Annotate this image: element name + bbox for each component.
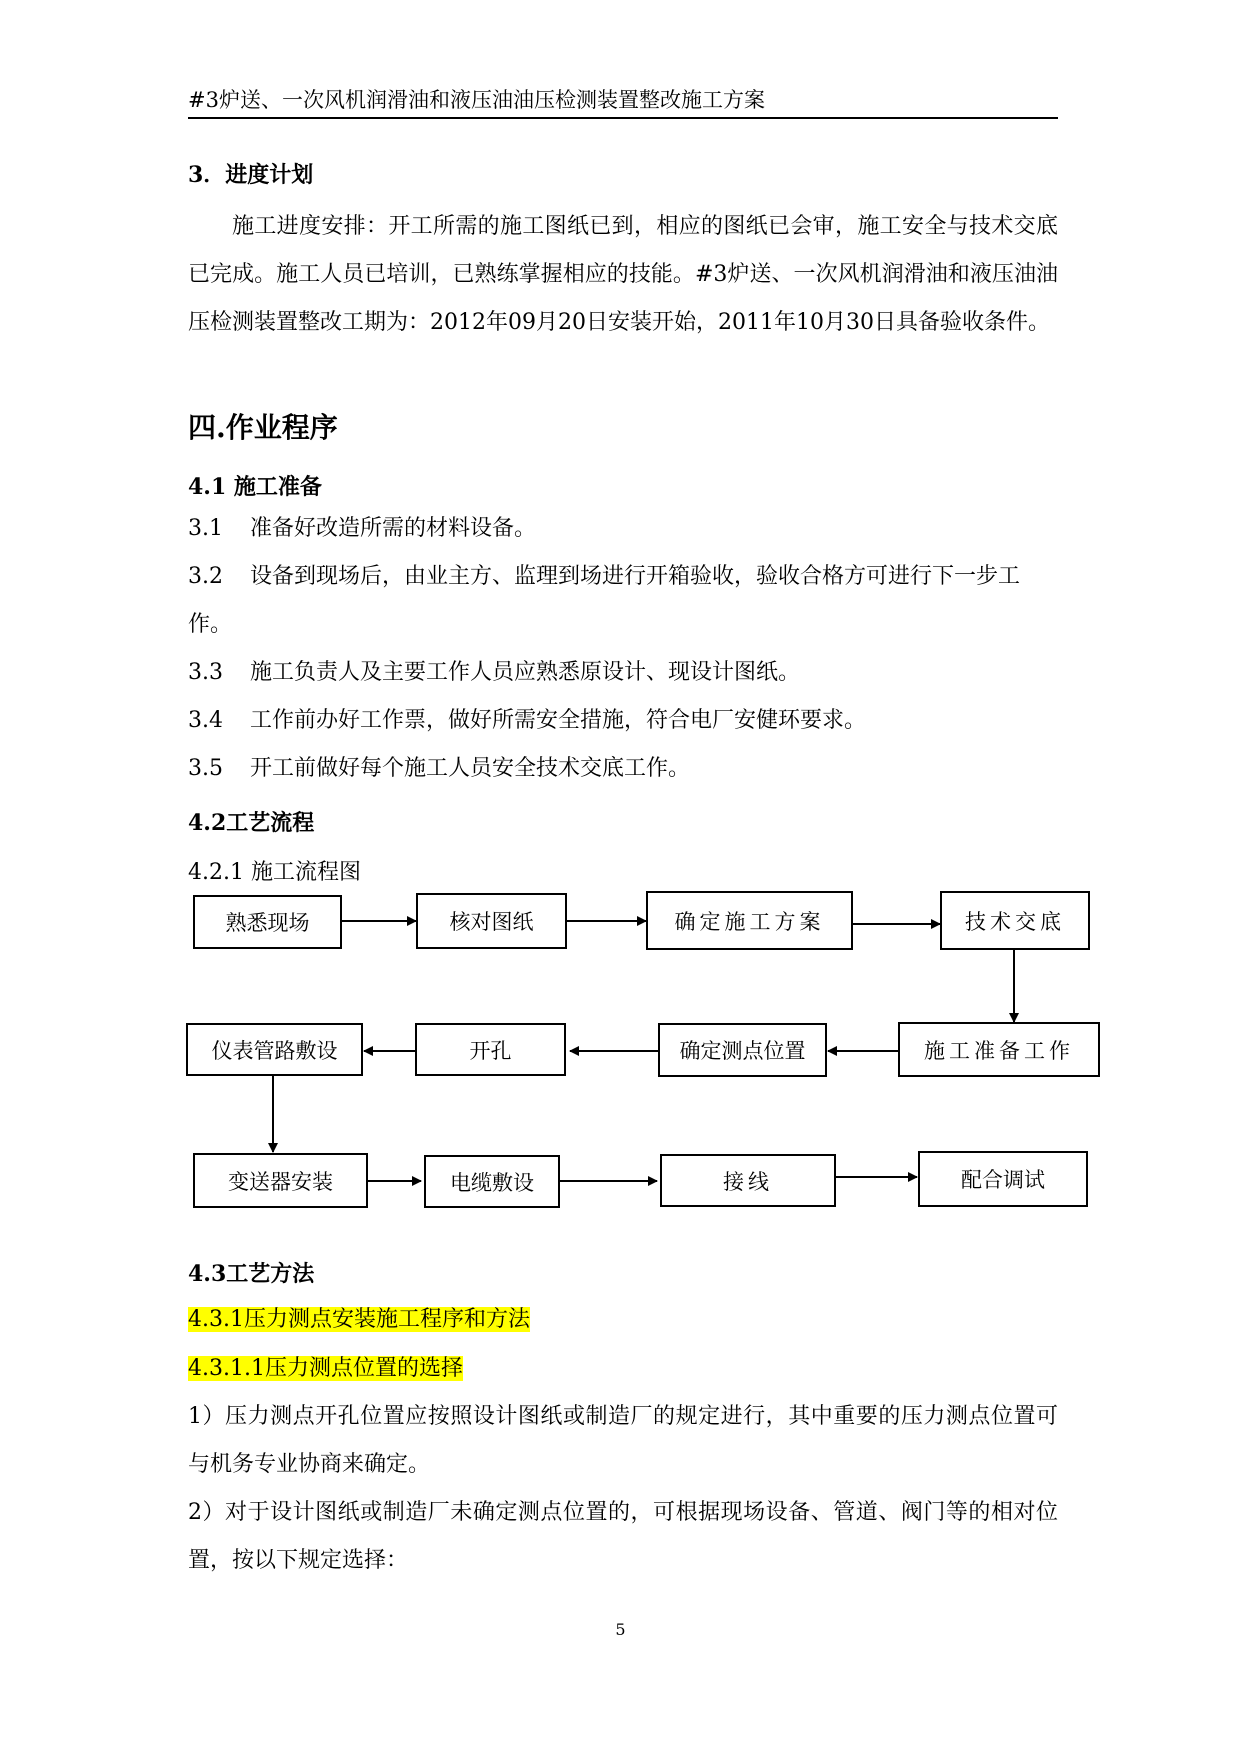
list-item-number: 3.5 xyxy=(188,756,223,781)
flow-step-3: 确定施工方案 xyxy=(646,891,853,950)
paragraph-2: 2）对于设计图纸或制造厂未确定测点位置的，可根据现场设备、管道、阀门等的相对位置，按以下规定选择： xyxy=(188,1500,1058,1573)
section-4-2-title: 4.2工艺流程 xyxy=(188,810,315,836)
highlighted-heading: 4.3.1压力测点安装施工程序和方法 xyxy=(188,1307,530,1332)
flow-step-9: 变送器安装 xyxy=(193,1153,368,1208)
list-item-number: 3.2 xyxy=(188,564,223,589)
page-header: #3炉送、一次风机润滑油和液压油油压检测装置整改施工方案 xyxy=(188,85,1058,119)
section-4-2-1-title: 4.2.1 施工流程图 xyxy=(188,860,361,885)
flow-step-6: 确定测点位置 xyxy=(658,1023,827,1077)
flow-step-10: 电缆敷设 xyxy=(424,1155,560,1208)
section-3-title: 3．进度计划 xyxy=(188,162,314,188)
list-item-number: 3.1 xyxy=(188,516,223,541)
section-4-title: 四.作业程序 xyxy=(188,411,338,444)
list-item-number: 3.3 xyxy=(188,660,223,685)
list-item-text: 施工负责人及主要工作人员应熟悉原设计、现设计图纸。 xyxy=(250,660,801,685)
flow-step-12: 配合调试 xyxy=(918,1151,1088,1207)
list-item-text: 工作前办好工作票，做好所需安全措施，符合电厂安健环要求。 xyxy=(250,708,867,733)
flow-step-4: 技术交底 xyxy=(940,891,1090,950)
section-4-3-title: 4.3工艺方法 xyxy=(188,1261,315,1287)
page-number: 5 xyxy=(615,1620,626,1639)
list-item-text: 开工前做好每个施工人员安全技术交底工作。 xyxy=(250,756,691,781)
flow-step-2: 核对图纸 xyxy=(416,893,567,949)
highlighted-heading: 4.3.1.1压力测点位置的选择 xyxy=(188,1356,463,1381)
flow-step-1: 熟悉现场 xyxy=(193,895,342,949)
section-4-3-1-title xyxy=(188,1296,1058,1344)
paragraph-1: 1）压力测点开孔位置应按照设计图纸或制造厂的规定进行，其中重要的压力测点位置可与机务专业协商来确定。 xyxy=(188,1404,1058,1477)
list-item-text: 准备好改造所需的材料设备。 xyxy=(250,516,537,541)
flow-step-8: 仪表管路敷设 xyxy=(186,1023,363,1076)
section-4-1-title: 4.1 施工准备 xyxy=(188,474,322,500)
list-item-number: 3.4 xyxy=(188,708,223,733)
list-item-text: 设备到现场后，由业主方、监理到场进行开箱验收，验收合格方可进行下一步工作。 xyxy=(188,564,1021,637)
flow-step-7: 开孔 xyxy=(415,1023,566,1076)
flow-step-5: 施工准备工作 xyxy=(898,1022,1100,1077)
flow-step-11: 接线 xyxy=(660,1154,836,1207)
section-3-paragraph: 施工进度安排：开工所需的施工图纸已到，相应的图纸已会审，施工安全与技术交底已完成。施工人员已培训，已熟练掌握相应的技能。#3炉送、一次风机润滑油和液压油油压检测装置整改工期为：2012年09月20日安装开始，2011年10月30日具备验收条件。 xyxy=(188,214,1058,335)
section-4-3-1-1-title xyxy=(188,1345,1058,1393)
